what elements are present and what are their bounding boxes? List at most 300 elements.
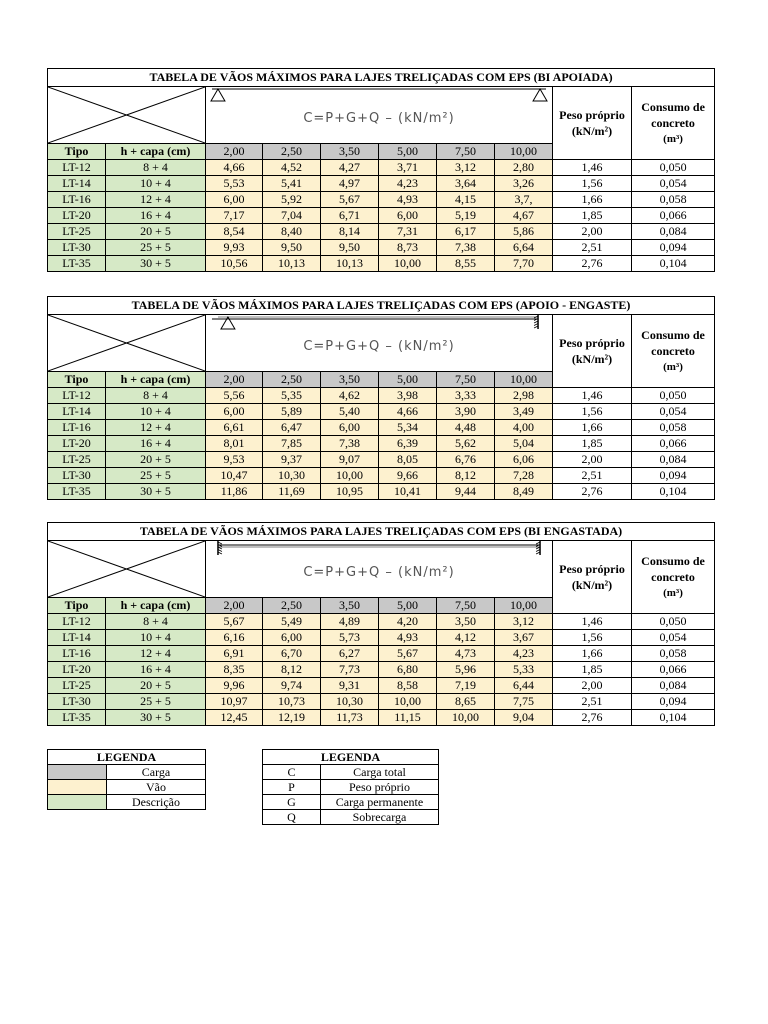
consumo-cell: 0,084 xyxy=(632,224,715,240)
consumo-header-line3: (m³) xyxy=(663,587,683,599)
pinned-support-icon xyxy=(533,89,547,101)
peso-proprio-cell: 2,00 xyxy=(553,224,632,240)
span-table-grid xyxy=(47,68,715,272)
consumo-concreto-header xyxy=(632,87,715,160)
legend-label: Carga xyxy=(107,765,206,780)
span-value-cell: 6,00 xyxy=(206,404,263,420)
span-value-cell: 8,40 xyxy=(263,224,321,240)
load-header: 5,00 xyxy=(379,598,437,614)
table-row xyxy=(48,694,715,710)
span-value-cell: 3,98 xyxy=(379,388,437,404)
legend-row xyxy=(263,780,439,795)
h-capa-header: h + capa (cm) xyxy=(106,598,206,614)
tipo-cell: LT-14 xyxy=(48,404,106,420)
legend-label: Peso próprio xyxy=(321,780,439,795)
header-diagonal-cell xyxy=(48,87,206,144)
consumo-cell: 0,094 xyxy=(632,468,715,484)
h-capa-cell: 10 + 4 xyxy=(106,176,206,192)
span-value-cell: 5,40 xyxy=(321,404,379,420)
peso-proprio-cell: 1,66 xyxy=(553,646,632,662)
span-value-cell: 7,19 xyxy=(437,678,495,694)
consumo-cell: 0,066 xyxy=(632,436,715,452)
load-header: 3,50 xyxy=(321,598,379,614)
consumo-cell: 0,084 xyxy=(632,452,715,468)
peso-proprio-cell: 1,56 xyxy=(553,630,632,646)
legend-swatch-carga xyxy=(48,765,107,780)
span-value-cell: 9,74 xyxy=(263,678,321,694)
table-row xyxy=(48,208,715,224)
tipo-header: Tipo xyxy=(48,598,106,614)
span-value-cell: 2,98 xyxy=(495,388,553,404)
consumo-cell: 0,104 xyxy=(632,484,715,500)
span-value-cell: 4,67 xyxy=(495,208,553,224)
peso-proprio-cell: 1,85 xyxy=(553,436,632,452)
span-value-cell: 4,23 xyxy=(495,646,553,662)
diagonal-cross-icon xyxy=(48,87,205,143)
h-capa-cell: 16 + 4 xyxy=(106,208,206,224)
span-value-cell: 3,26 xyxy=(495,176,553,192)
diagonal-cross-icon xyxy=(48,541,205,597)
diagonal-cross-icon xyxy=(48,315,205,371)
table-row xyxy=(48,468,715,484)
span-table xyxy=(47,296,714,500)
span-value-cell: 6,91 xyxy=(206,646,263,662)
span-value-cell: 5,04 xyxy=(495,436,553,452)
load-formula: C=P+G+Q – (kN/m²) xyxy=(303,565,455,580)
consumo-cell: 0,084 xyxy=(632,678,715,694)
span-value-cell: 6,17 xyxy=(437,224,495,240)
peso-proprio-cell: 2,76 xyxy=(553,484,632,500)
span-value-cell: 3,64 xyxy=(437,176,495,192)
table-row xyxy=(48,192,715,208)
span-value-cell: 10,00 xyxy=(437,710,495,726)
table-title: TABELA DE VÃOS MÁXIMOS PARA LAJES TRELIÇADAS COM EPS (APOIO - ENGASTE) xyxy=(48,297,715,315)
tipo-cell: LT-20 xyxy=(48,662,106,678)
load-formula: C=P+G+Q – (kN/m²) xyxy=(303,111,455,126)
span-value-cell: 5,19 xyxy=(437,208,495,224)
h-capa-cell: 16 + 4 xyxy=(106,662,206,678)
legend-row xyxy=(263,765,439,780)
tipo-header: Tipo xyxy=(48,144,106,160)
load-header: 2,00 xyxy=(206,598,263,614)
consumo-cell: 0,054 xyxy=(632,176,715,192)
consumo-cell: 0,094 xyxy=(632,694,715,710)
tipo-cell: LT-35 xyxy=(48,710,106,726)
load-header: 7,50 xyxy=(437,372,495,388)
table-row xyxy=(48,678,715,694)
span-value-cell: 5,73 xyxy=(321,630,379,646)
consumo-cell: 0,104 xyxy=(632,256,715,272)
span-value-cell: 4,89 xyxy=(321,614,379,630)
header-diagonal-cell xyxy=(48,315,206,372)
span-value-cell: 8,49 xyxy=(495,484,553,500)
span-value-cell: 10,00 xyxy=(321,468,379,484)
peso-proprio-cell: 1,56 xyxy=(553,176,632,192)
peso-header-line1: Peso próprio xyxy=(559,108,625,122)
peso-proprio-cell: 2,51 xyxy=(553,694,632,710)
consumo-cell: 0,054 xyxy=(632,630,715,646)
tipo-cell: LT-12 xyxy=(48,388,106,404)
tipo-cell: LT-16 xyxy=(48,420,106,436)
peso-header-line2: (kN/m²) xyxy=(571,578,613,592)
tipo-cell: LT-16 xyxy=(48,646,106,662)
peso-proprio-cell: 1,66 xyxy=(553,192,632,208)
table-row xyxy=(48,710,715,726)
h-capa-cell: 10 + 4 xyxy=(106,404,206,420)
span-value-cell: 7,85 xyxy=(263,436,321,452)
span-value-cell: 10,13 xyxy=(321,256,379,272)
legend-symbol: Q xyxy=(263,810,321,825)
span-table-grid xyxy=(47,296,715,500)
peso-proprio-cell: 2,51 xyxy=(553,468,632,484)
span-value-cell: 5,67 xyxy=(206,614,263,630)
span-value-cell: 4,00 xyxy=(495,420,553,436)
legend-row xyxy=(263,795,439,810)
peso-proprio-cell: 1,66 xyxy=(553,420,632,436)
span-value-cell: 6,06 xyxy=(495,452,553,468)
h-capa-cell: 12 + 4 xyxy=(106,420,206,436)
span-value-cell: 4,20 xyxy=(379,614,437,630)
legend-label: Carga total xyxy=(321,765,439,780)
span-value-cell: 5,92 xyxy=(263,192,321,208)
consumo-header-line3: (m³) xyxy=(663,133,683,145)
consumo-cell: 0,058 xyxy=(632,420,715,436)
span-value-cell: 6,64 xyxy=(495,240,553,256)
span-value-cell: 6,80 xyxy=(379,662,437,678)
peso-header-line2: (kN/m²) xyxy=(571,352,613,366)
table-row xyxy=(48,404,715,420)
peso-proprio-cell: 1,85 xyxy=(553,208,632,224)
h-capa-cell: 20 + 5 xyxy=(106,452,206,468)
span-value-cell: 8,55 xyxy=(437,256,495,272)
span-value-cell: 5,41 xyxy=(263,176,321,192)
span-value-cell: 7,38 xyxy=(437,240,495,256)
span-value-cell: 8,73 xyxy=(379,240,437,256)
span-value-cell: 3,12 xyxy=(437,160,495,176)
beam-diagram-cell xyxy=(206,541,553,598)
span-value-cell: 3,50 xyxy=(437,614,495,630)
consumo-header-line2: concreto xyxy=(651,570,695,584)
span-value-cell: 4,93 xyxy=(379,192,437,208)
h-capa-cell: 16 + 4 xyxy=(106,436,206,452)
table-row xyxy=(48,256,715,272)
tipo-cell: LT-30 xyxy=(48,694,106,710)
legend-row xyxy=(263,810,439,825)
h-capa-cell: 25 + 5 xyxy=(106,468,206,484)
span-value-cell: 7,04 xyxy=(263,208,321,224)
legend-label: Vão xyxy=(107,780,206,795)
load-header: 10,00 xyxy=(495,144,553,160)
span-table xyxy=(47,522,714,726)
table-row xyxy=(48,176,715,192)
load-header: 5,00 xyxy=(379,372,437,388)
legend-symbol: P xyxy=(263,780,321,795)
legend-swatch-vao xyxy=(48,780,107,795)
span-value-cell: 9,66 xyxy=(379,468,437,484)
consumo-header-line1: Consumo de xyxy=(641,328,705,342)
load-header: 2,50 xyxy=(263,144,321,160)
span-value-cell: 4,73 xyxy=(437,646,495,662)
h-capa-cell: 20 + 5 xyxy=(106,678,206,694)
h-capa-header: h + capa (cm) xyxy=(106,372,206,388)
consumo-cell: 0,050 xyxy=(632,160,715,176)
span-value-cell: 5,67 xyxy=(379,646,437,662)
span-value-cell: 3,7, xyxy=(495,192,553,208)
header-diagonal-cell xyxy=(48,541,206,598)
span-value-cell: 4,66 xyxy=(206,160,263,176)
span-value-cell: 4,15 xyxy=(437,192,495,208)
span-value-cell: 5,56 xyxy=(206,388,263,404)
peso-proprio-cell: 2,00 xyxy=(553,452,632,468)
consumo-cell: 0,104 xyxy=(632,710,715,726)
table-row xyxy=(48,614,715,630)
load-formula: C=P+G+Q – (kN/m²) xyxy=(303,339,455,354)
span-value-cell: 10,30 xyxy=(263,468,321,484)
span-value-cell: 4,12 xyxy=(437,630,495,646)
tipo-cell: LT-25 xyxy=(48,224,106,240)
tipo-cell: LT-25 xyxy=(48,678,106,694)
peso-proprio-cell: 2,76 xyxy=(553,710,632,726)
table-row xyxy=(48,646,715,662)
tipo-cell: LT-12 xyxy=(48,160,106,176)
span-value-cell: 9,07 xyxy=(321,452,379,468)
h-capa-cell: 30 + 5 xyxy=(106,484,206,500)
table-title: TABELA DE VÃOS MÁXIMOS PARA LAJES TRELIÇADAS COM EPS (BI APOIADA) xyxy=(48,69,715,87)
load-header: 3,50 xyxy=(321,144,379,160)
legend-symbol: G xyxy=(263,795,321,810)
h-capa-cell: 12 + 4 xyxy=(106,646,206,662)
table-row xyxy=(48,452,715,468)
span-value-cell: 8,12 xyxy=(263,662,321,678)
span-value-cell: 7,28 xyxy=(495,468,553,484)
tipo-cell: LT-20 xyxy=(48,436,106,452)
span-value-cell: 11,69 xyxy=(263,484,321,500)
table-row xyxy=(48,388,715,404)
beam-diagram-cell xyxy=(206,87,553,144)
span-value-cell: 9,44 xyxy=(437,484,495,500)
tipo-cell: LT-16 xyxy=(48,192,106,208)
span-value-cell: 8,35 xyxy=(206,662,263,678)
tipo-cell: LT-20 xyxy=(48,208,106,224)
h-capa-cell: 20 + 5 xyxy=(106,224,206,240)
beam-diagram-cell xyxy=(206,315,553,372)
span-value-cell: 4,97 xyxy=(321,176,379,192)
consumo-cell: 0,058 xyxy=(632,646,715,662)
span-value-cell: 10,95 xyxy=(321,484,379,500)
table-row xyxy=(48,436,715,452)
span-value-cell: 4,23 xyxy=(379,176,437,192)
tipo-cell: LT-30 xyxy=(48,240,106,256)
consumo-cell: 0,050 xyxy=(632,388,715,404)
span-value-cell: 10,47 xyxy=(206,468,263,484)
tipo-cell: LT-35 xyxy=(48,256,106,272)
tipo-cell: LT-35 xyxy=(48,484,106,500)
span-value-cell: 10,73 xyxy=(263,694,321,710)
span-value-cell: 10,00 xyxy=(379,256,437,272)
consumo-header-line2: concreto xyxy=(651,344,695,358)
span-table-grid xyxy=(47,522,715,726)
span-value-cell: 5,67 xyxy=(321,192,379,208)
span-value-cell: 8,65 xyxy=(437,694,495,710)
table-row xyxy=(48,662,715,678)
span-value-cell: 7,73 xyxy=(321,662,379,678)
span-value-cell: 8,01 xyxy=(206,436,263,452)
peso-proprio-cell: 1,85 xyxy=(553,662,632,678)
span-value-cell: 9,50 xyxy=(321,240,379,256)
legend-row xyxy=(48,795,206,810)
peso-proprio-cell: 1,46 xyxy=(553,160,632,176)
legend-row xyxy=(48,780,206,795)
tipo-header: Tipo xyxy=(48,372,106,388)
load-header: 7,50 xyxy=(437,598,495,614)
span-value-cell: 7,75 xyxy=(495,694,553,710)
span-value-cell: 10,97 xyxy=(206,694,263,710)
load-header: 10,00 xyxy=(495,372,553,388)
span-value-cell: 3,49 xyxy=(495,404,553,420)
span-value-cell: 6,27 xyxy=(321,646,379,662)
span-value-cell: 6,39 xyxy=(379,436,437,452)
consumo-cell: 0,066 xyxy=(632,662,715,678)
span-value-cell: 4,93 xyxy=(379,630,437,646)
span-value-cell: 10,13 xyxy=(263,256,321,272)
table-row xyxy=(48,160,715,176)
h-capa-cell: 25 + 5 xyxy=(106,694,206,710)
consumo-cell: 0,050 xyxy=(632,614,715,630)
tipo-cell: LT-14 xyxy=(48,176,106,192)
load-header: 10,00 xyxy=(495,598,553,614)
consumo-header-line1: Consumo de xyxy=(641,100,705,114)
h-capa-cell: 8 + 4 xyxy=(106,160,206,176)
span-value-cell: 8,58 xyxy=(379,678,437,694)
table-row xyxy=(48,420,715,436)
legend-row xyxy=(48,765,206,780)
symbol-legend xyxy=(262,749,439,825)
h-capa-cell: 30 + 5 xyxy=(106,256,206,272)
peso-header-line1: Peso próprio xyxy=(559,562,625,576)
h-capa-cell: 8 + 4 xyxy=(106,614,206,630)
table-row xyxy=(48,240,715,256)
span-value-cell: 6,71 xyxy=(321,208,379,224)
consumo-concreto-header xyxy=(632,315,715,388)
load-header: 7,50 xyxy=(437,144,495,160)
legend-title: LEGENDA xyxy=(263,750,439,765)
consumo-cell: 0,094 xyxy=(632,240,715,256)
span-value-cell: 9,96 xyxy=(206,678,263,694)
h-capa-cell: 8 + 4 xyxy=(106,388,206,404)
peso-proprio-cell: 1,46 xyxy=(553,388,632,404)
span-value-cell: 4,66 xyxy=(379,404,437,420)
legend-swatch-descricao xyxy=(48,795,107,810)
span-value-cell: 6,00 xyxy=(321,420,379,436)
table-row xyxy=(48,630,715,646)
span-value-cell: 12,45 xyxy=(206,710,263,726)
span-value-cell: 6,00 xyxy=(206,192,263,208)
span-value-cell: 9,93 xyxy=(206,240,263,256)
span-value-cell: 2,80 xyxy=(495,160,553,176)
peso-header-line2: (kN/m²) xyxy=(571,124,613,138)
span-value-cell: 4,52 xyxy=(263,160,321,176)
span-value-cell: 7,31 xyxy=(379,224,437,240)
span-table xyxy=(47,68,714,272)
legend-label: Carga permanente xyxy=(321,795,439,810)
peso-proprio-cell: 2,51 xyxy=(553,240,632,256)
span-value-cell: 5,49 xyxy=(263,614,321,630)
span-value-cell: 11,86 xyxy=(206,484,263,500)
peso-proprio-header xyxy=(553,541,632,614)
span-value-cell: 8,05 xyxy=(379,452,437,468)
consumo-cell: 0,058 xyxy=(632,192,715,208)
load-header: 5,00 xyxy=(379,144,437,160)
span-value-cell: 8,12 xyxy=(437,468,495,484)
span-value-cell: 8,54 xyxy=(206,224,263,240)
peso-proprio-cell: 1,46 xyxy=(553,614,632,630)
peso-proprio-header xyxy=(553,87,632,160)
span-value-cell: 9,04 xyxy=(495,710,553,726)
span-value-cell: 5,53 xyxy=(206,176,263,192)
h-capa-cell: 30 + 5 xyxy=(106,710,206,726)
span-value-cell: 9,50 xyxy=(263,240,321,256)
span-value-cell: 7,38 xyxy=(321,436,379,452)
span-value-cell: 3,90 xyxy=(437,404,495,420)
span-value-cell: 5,86 xyxy=(495,224,553,240)
load-header: 2,00 xyxy=(206,144,263,160)
h-capa-header: h + capa (cm) xyxy=(106,144,206,160)
peso-proprio-cell: 1,56 xyxy=(553,404,632,420)
peso-proprio-cell: 2,76 xyxy=(553,256,632,272)
span-value-cell: 10,30 xyxy=(321,694,379,710)
legend-title: LEGENDA xyxy=(48,750,206,765)
load-header: 2,50 xyxy=(263,598,321,614)
span-value-cell: 6,44 xyxy=(495,678,553,694)
consumo-header-line3: (m³) xyxy=(663,361,683,373)
legend-label: Sobrecarga xyxy=(321,810,439,825)
consumo-header-line1: Consumo de xyxy=(641,554,705,568)
consumo-cell: 0,054 xyxy=(632,404,715,420)
span-value-cell: 9,37 xyxy=(263,452,321,468)
span-value-cell: 3,33 xyxy=(437,388,495,404)
load-header: 3,50 xyxy=(321,372,379,388)
span-value-cell: 5,62 xyxy=(437,436,495,452)
peso-header-line1: Peso próprio xyxy=(559,336,625,350)
span-value-cell: 4,62 xyxy=(321,388,379,404)
span-value-cell: 10,41 xyxy=(379,484,437,500)
table-row xyxy=(48,224,715,240)
span-value-cell: 9,31 xyxy=(321,678,379,694)
color-legend xyxy=(47,749,206,810)
span-value-cell: 4,48 xyxy=(437,420,495,436)
span-value-cell: 10,00 xyxy=(379,694,437,710)
span-value-cell: 7,17 xyxy=(206,208,263,224)
legend-label: Descrição xyxy=(107,795,206,810)
consumo-cell: 0,066 xyxy=(632,208,715,224)
tipo-cell: LT-25 xyxy=(48,452,106,468)
h-capa-cell: 25 + 5 xyxy=(106,240,206,256)
span-value-cell: 12,19 xyxy=(263,710,321,726)
span-value-cell: 9,53 xyxy=(206,452,263,468)
peso-proprio-header xyxy=(553,315,632,388)
span-value-cell: 11,15 xyxy=(379,710,437,726)
span-value-cell: 6,70 xyxy=(263,646,321,662)
span-value-cell: 5,35 xyxy=(263,388,321,404)
span-value-cell: 6,76 xyxy=(437,452,495,468)
pinned-support-icon xyxy=(211,89,225,101)
span-value-cell: 6,16 xyxy=(206,630,263,646)
h-capa-cell: 12 + 4 xyxy=(106,192,206,208)
table-title: TABELA DE VÃOS MÁXIMOS PARA LAJES TRELIÇADAS COM EPS (BI ENGASTADA) xyxy=(48,523,715,541)
span-value-cell: 4,27 xyxy=(321,160,379,176)
span-value-cell: 6,47 xyxy=(263,420,321,436)
h-capa-cell: 10 + 4 xyxy=(106,630,206,646)
